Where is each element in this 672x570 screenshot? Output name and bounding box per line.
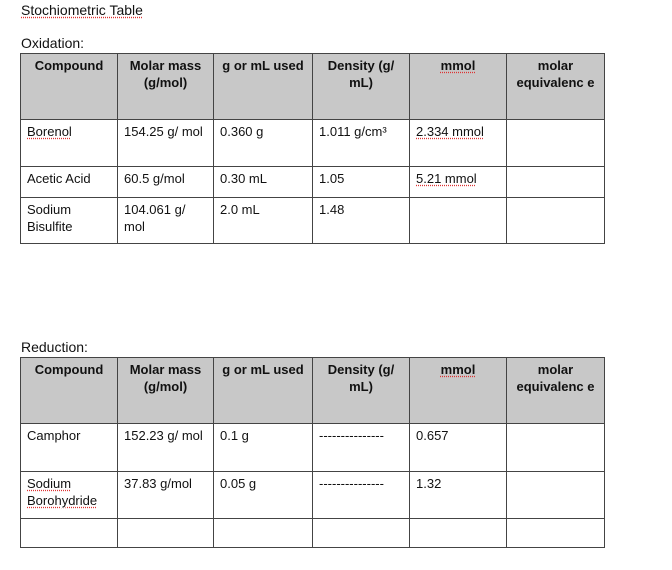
header-molar-mass: Molar mass (g/mol) bbox=[118, 54, 214, 120]
cell-density[interactable]: 1.011 g/cm³ bbox=[313, 120, 410, 167]
header-mmol: mmol bbox=[410, 54, 507, 120]
cell-compound[interactable] bbox=[21, 472, 118, 519]
table-row bbox=[21, 472, 605, 519]
reduction-table bbox=[20, 357, 605, 548]
header-molar-mass: Molar mass (g/mol) bbox=[118, 358, 214, 424]
cell-density[interactable] bbox=[313, 519, 410, 548]
cell-density[interactable]: --------------- bbox=[313, 424, 410, 472]
cell-molar-mass[interactable]: 154.25 g/ mol bbox=[118, 120, 214, 167]
cell-compound[interactable]: Camphor bbox=[21, 424, 118, 472]
table-header-row bbox=[21, 54, 605, 120]
cell-molar-mass[interactable]: 104.061 g/ mol bbox=[118, 198, 214, 244]
cell-mass-used[interactable]: 0.1 g bbox=[214, 424, 313, 472]
cell-mass-used[interactable]: 0.360 g bbox=[214, 120, 313, 167]
table-row bbox=[21, 519, 605, 548]
header-compound: Compound bbox=[21, 54, 118, 120]
table-row bbox=[21, 424, 605, 472]
reduction-label: Reduction: bbox=[21, 339, 88, 355]
cell-mmol[interactable] bbox=[410, 120, 507, 167]
mmol-value: 5.21 mmol bbox=[416, 171, 477, 186]
header-density: Density (g/ mL) bbox=[313, 54, 410, 120]
cell-compound[interactable] bbox=[21, 519, 118, 548]
document-title: Stochiometric Table bbox=[21, 2, 143, 18]
header-mass-used: g or mL used bbox=[214, 54, 313, 120]
cell-mass-used[interactable]: 0.30 mL bbox=[214, 167, 313, 198]
cell-compound[interactable]: Acetic Acid bbox=[21, 167, 118, 198]
header-compound: Compound bbox=[21, 358, 118, 424]
cell-molar-mass[interactable]: 60.5 g/mol bbox=[118, 167, 214, 198]
oxidation-table bbox=[20, 53, 605, 244]
compound-name: Borenol bbox=[27, 124, 72, 139]
oxidation-label: Oxidation: bbox=[21, 35, 85, 51]
cell-molar-mass[interactable]: 37.83 g/mol bbox=[118, 472, 214, 519]
cell-molar-mass[interactable] bbox=[118, 519, 214, 548]
cell-mass-used[interactable]: 2.0 mL bbox=[214, 198, 313, 244]
cell-molar-equivalence[interactable] bbox=[507, 424, 605, 472]
cell-density[interactable]: 1.48 bbox=[313, 198, 410, 244]
cell-molar-equivalence[interactable] bbox=[507, 519, 605, 548]
cell-mmol[interactable]: 1.32 bbox=[410, 472, 507, 519]
cell-mmol[interactable]: 0.657 bbox=[410, 424, 507, 472]
header-molar-equivalence: molar equivalenc e bbox=[507, 358, 605, 424]
cell-mmol[interactable] bbox=[410, 198, 507, 244]
cell-molar-equivalence[interactable] bbox=[507, 472, 605, 519]
table-header-row bbox=[21, 358, 605, 424]
header-density: Density (g/ mL) bbox=[313, 358, 410, 424]
table-row bbox=[21, 198, 605, 244]
cell-compound[interactable] bbox=[21, 120, 118, 167]
cell-density[interactable]: --------------- bbox=[313, 472, 410, 519]
table-row bbox=[21, 167, 605, 198]
cell-compound[interactable]: Sodium Bisulfite bbox=[21, 198, 118, 244]
cell-mass-used[interactable]: 0.05 g bbox=[214, 472, 313, 519]
cell-mmol[interactable] bbox=[410, 519, 507, 548]
cell-molar-equivalence[interactable] bbox=[507, 120, 605, 167]
cell-molar-mass[interactable]: 152.23 g/ mol bbox=[118, 424, 214, 472]
header-mmol: mmol bbox=[410, 358, 507, 424]
compound-name: Sodium Borohydride bbox=[27, 476, 98, 508]
cell-molar-equivalence[interactable] bbox=[507, 167, 605, 198]
cell-density[interactable]: 1.05 bbox=[313, 167, 410, 198]
cell-mass-used[interactable] bbox=[214, 519, 313, 548]
mmol-value: 2.334 mmol bbox=[416, 124, 484, 139]
table-row bbox=[21, 120, 605, 167]
cell-molar-equivalence[interactable] bbox=[507, 198, 605, 244]
header-molar-equivalence: molar equivalenc e bbox=[507, 54, 605, 120]
header-mass-used: g or mL used bbox=[214, 358, 313, 424]
cell-mmol[interactable] bbox=[410, 167, 507, 198]
